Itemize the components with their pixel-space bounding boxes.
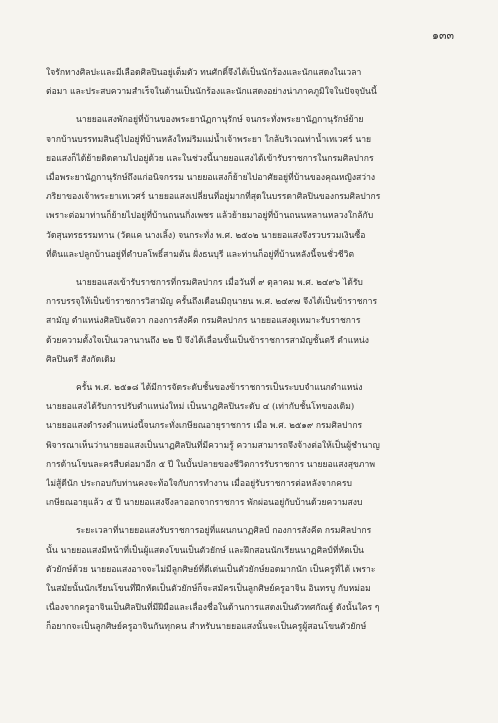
text-line: ใจรักทางศิลปะและมีเลือดศิลปินอยู่เต็มตัว ทนศักดิ์จึงได้เป็นนักร้องและนักแสดงในเวลา: [46, 68, 362, 78]
text-line: เพราะต่อมาท่านก็ย้ายไปอยู่ที่บ้านถนนกิ่งเพชร แล้วย้ายมาอยู่ที่บ้านถนนหลานหลวงใกล้กับ: [46, 211, 374, 222]
paragraph: [46, 522, 460, 637]
text-line: ด้วยความตั้งใจเป็นเวลานานถึง ๒๒ ปี จึงได้เลื่อนขั้นเป็นข้าราชการสามัญชั้นตรี ตำแหน่ง: [46, 335, 369, 346]
text-line: ครั้น พ.ศ. ๒๕๑๘ ได้มีการจัดระดับชั้นของข้าราชการเป็นระบบจำแนกตำแหน่ง: [76, 383, 363, 394]
text-line: นั้น นายยอแสงมีหน้าที่เป็นผู้แสดงโขนเป็นตัวยักษ์ และฝึกสอนนักเรียนนาฏศิลป์ที่หัดเป็น: [46, 545, 364, 556]
text-line: ตัวยักษ์ด้วย นายยอแสงอาจจะไม่มีลูกศิษย์ที่ดีเด่นเป็นตัวยักษ์ยอดมากนัก เป็นครูที่ได้ เพราะ: [46, 564, 376, 575]
text-line: การด้านโขนละครสืบต่อมาอีก ๕ ปี ในบั้นปลายของชีวิตการรับราชการ นายยอแสงสุขภาพ: [46, 459, 375, 470]
text-line: ศิลปินตรี สังกัดเดิม: [46, 354, 116, 365]
text-line: ในสมัยนั้นนักเรียนโขนที่ฝึกหัดเป็นตัวยักษ์ก็จะสมัครเป็นลูกศิษย์ครูอาจิน อินทรบู กับหม่อม: [46, 584, 371, 595]
text-line: การบรรจุให้เป็นข้าราชการวิสามัญ ครั้นถึงเดือนมิถุนายน พ.ศ. ๒๔๙๗ จึงได้เป็นข้าราชการ: [46, 297, 378, 308]
text-line: เนื่องจากครูอาจินเป็นศิลปินที่มีฝีมือและเลื่องชื่อในด้านการแสดงเป็นตัวทศกัณฐ์ ดังนั้นใคร ๆ: [46, 603, 380, 614]
text-line: จากบ้านบรรทมสินธุ์ไปอยู่ที่บ้านหลังใหม่ริมแม่น้ำเจ้าพระยา ใกล้บริเวณท่าน้ำเทเวศร์ นาย: [46, 134, 372, 145]
text-line: ต่อมา และประสบความสำเร็จในด้านเป็นนักร้องและนักแสดงอย่างน่าภาคภูมิใจในปัจจุบันนี้: [46, 87, 377, 98]
text-line: ยอแสงก็ได้ย้ายติดตามไปอยู่ด้วย และในช่วงนี้นายยอแสงได้เข้ารับราชการในกรมศิลปากร: [46, 153, 374, 164]
text-line: ภริยาของเจ้าพระยาเทเวศร์ นายยอแสงเปลี่ยนที่อยู่มากที่สุดในบรรดาศิลปินของกรมศิลปากร: [46, 192, 381, 203]
text-line: เมื่อพระยานัฏกานุรักษ์ถึงแก่อนิจกรรม นายยอแสงก็ย้ายไปอาศัยอยู่ที่บ้านของคุณหญิงสว่าง: [46, 173, 376, 184]
text-line: วัดสุนทรธรรมทาน (วัดแค นางเลิ้ง) จนกระทั่ง พ.ศ. ๒๕๐๒ นายยอแสงจึงรวบรวมเงินซื้อ: [46, 230, 366, 241]
paragraph: [46, 64, 460, 102]
text-line: ระยะเวลาที่นายยอแสงรับราชการอยู่ที่แผนกนาฏศิลป์ กองการสังคีต กรมศิลปากร: [76, 526, 372, 537]
text-line: นายยอแสงดำรงตำแหน่งนี้จนกระทั่งเกษียณอายุราชการ เมื่อ พ.ศ. ๒๕๑๙ กรมศิลปากร: [46, 421, 363, 432]
paragraph: [46, 111, 460, 265]
text-line: นายยอแสงได้รับการปรับตำแหน่งใหม่ เป็นนาฏศิลปินระดับ ๔ (เท่ากับชั้นโทของเดิม): [46, 402, 355, 413]
page-number: ๑๓๓: [431, 29, 454, 42]
paragraph: [46, 379, 460, 513]
paragraph: [46, 274, 460, 370]
text-line: ที่ดินและปลูกบ้านอยู่ที่ตำบลโพธิ์สามต้น ฝั่งธนบุรี และท่านก็อยู่ที่บ้านหลังนี้จนชั่วชีวิต: [46, 249, 355, 260]
text-line: เกษียณอายุแล้ว ๕ ปี นายยอแสงจึงลาออกจากราชการ พักผ่อนอยู่กับบ้านด้วยความสงบ: [46, 498, 363, 509]
text-line: ก็อยากจะเป็นลูกศิษย์ครูอาจินกันทุกคน สำหรับนายยอแสงนั้นจะเป็นครูผู้สอนโขนตัวยักษ์: [46, 622, 367, 633]
text-line: ไม่สู้ดีนัก ประกอบกับท่านคงจะท้อใจกับการทำงาน เมื่ออยู่รับราชการต่อหลังจากครบ: [46, 479, 352, 490]
text-line: พิจารณาเห็นว่านายยอแสงเป็นนาฏศิลปินที่มีความรู้ ความสามารถจึงจ้างต่อให้เป็นผู้ชำนาญ: [46, 440, 380, 451]
text-line: นายยอแสงพักอยู่ที่บ้านของพระยานัฏกานุรักษ์ จนกระทั่งพระยานัฏกานุรักษ์ย้าย: [76, 115, 364, 126]
document-body: [46, 64, 460, 647]
text-line: สามัญ ตำแหน่งศิลปินจัตวา กองการสังคีต กรมศิลปากร นายยอแสงดูเหมาะรับราชการ: [46, 316, 361, 327]
text-line: นายยอแสงเข้ารับราชการที่กรมศิลปากร เมื่อวันที่ ๙ ตุลาคม พ.ศ. ๒๔๙๖ ได้รับ: [76, 278, 363, 289]
